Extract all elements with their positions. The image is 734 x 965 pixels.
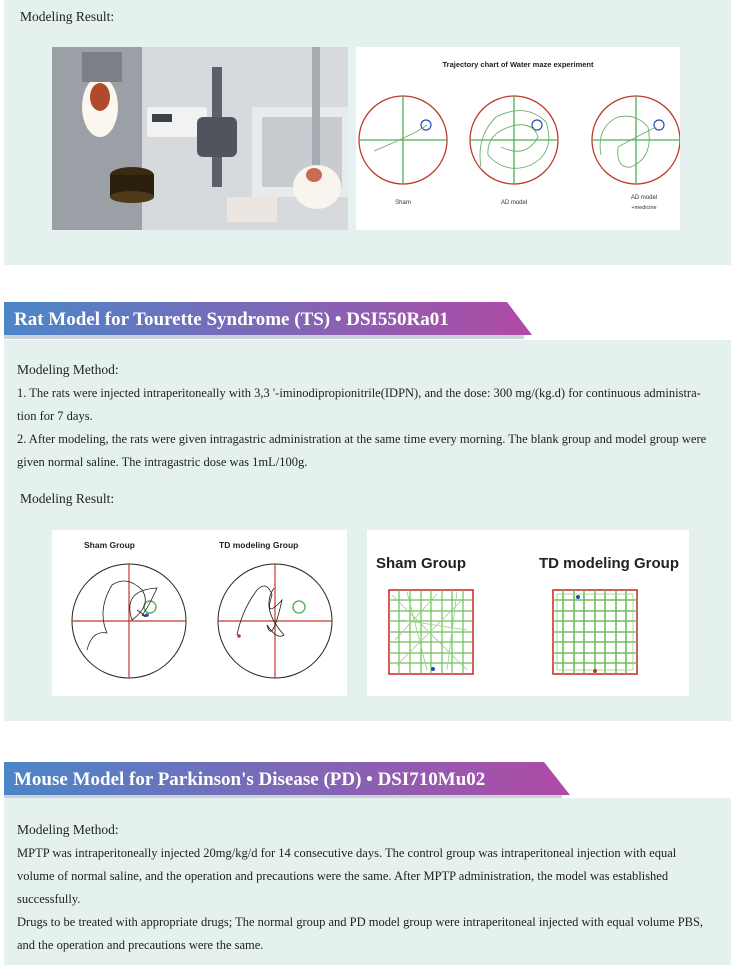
method-line-4: given normal saline. The intragastric dose was 1mL/100g. xyxy=(17,455,308,469)
result-label: Modeling Result: xyxy=(20,9,115,24)
section3-banner xyxy=(4,762,570,800)
sham-circle-track xyxy=(72,564,186,678)
sham-grid-track xyxy=(389,590,473,674)
td-grid-track xyxy=(553,590,637,674)
fig-right-sham-label: Sham Group xyxy=(376,555,467,572)
section2-panel xyxy=(4,340,731,721)
td-circle-figure xyxy=(52,530,347,696)
fig-right-td-label: TD modeling Group xyxy=(539,555,679,572)
section3-panel xyxy=(4,798,731,965)
method-label: Modeling Method: xyxy=(17,362,119,377)
method-line-1: 1. The rats were injected intraperitoneally with 3,3 '-iminodipropionitrile(IDPN), and the dose: 300 mg/(kg.d) for continuous administra- xyxy=(17,386,701,400)
method-line-3: 2. After modeling, the rats were given intragastric administration at the same time every morning. The blank group and model group were xyxy=(17,432,707,446)
pd-line-5: and the operation and precautions were the same. xyxy=(17,938,264,952)
section1-panel xyxy=(4,0,731,265)
section2-title: Rat Model for Tourette Syndrome (TS) • DSI550Ra01 xyxy=(14,309,449,330)
water-maze-chart xyxy=(356,47,680,230)
lab-photo xyxy=(52,47,348,230)
section3-title: Mouse Model for Parkinson's Disease (PD) • DSI710Mu02 xyxy=(14,769,486,790)
section2-banner xyxy=(4,302,532,340)
result-label-2: Modeling Result: xyxy=(20,491,115,506)
maze-label-ad: AD model xyxy=(500,200,528,206)
maze-sham xyxy=(359,96,447,206)
fig-left-sham-label: Sham Group xyxy=(84,540,136,550)
td-circle-track xyxy=(218,564,332,678)
pd-line-3: successfully. xyxy=(17,892,81,906)
pd-line-2: volume of normal saline, and the operation and precautions were the same. After MPTP administration, the model was established xyxy=(17,869,669,883)
fig-left-td-label: TD modeling Group xyxy=(219,540,299,550)
method-line-2: tion for 7 days. xyxy=(17,409,93,423)
maze-title: Trajectory chart of Water maze experiment xyxy=(442,60,594,69)
pd-line-1: MPTP was intraperitoneally injected 20mg/kg/d for 14 consecutive days. The control group was intraperitoneal injection with equal xyxy=(17,846,677,860)
maze-ad-medicine xyxy=(592,96,680,211)
maze-label-ad-med-1: AD model xyxy=(630,195,658,201)
maze-ad-model xyxy=(470,96,558,206)
pd-line-4: Drugs to be treated with appropriate drugs; The normal group and PD model group were intraperitoneal injected with equal volume PBS, xyxy=(17,915,704,929)
maze-label-ad-med-2: +medicine xyxy=(631,205,657,211)
maze-label-sham: Sham xyxy=(395,200,411,206)
method-label-3: Modeling Method: xyxy=(17,822,119,837)
td-grid-figure xyxy=(367,530,689,696)
